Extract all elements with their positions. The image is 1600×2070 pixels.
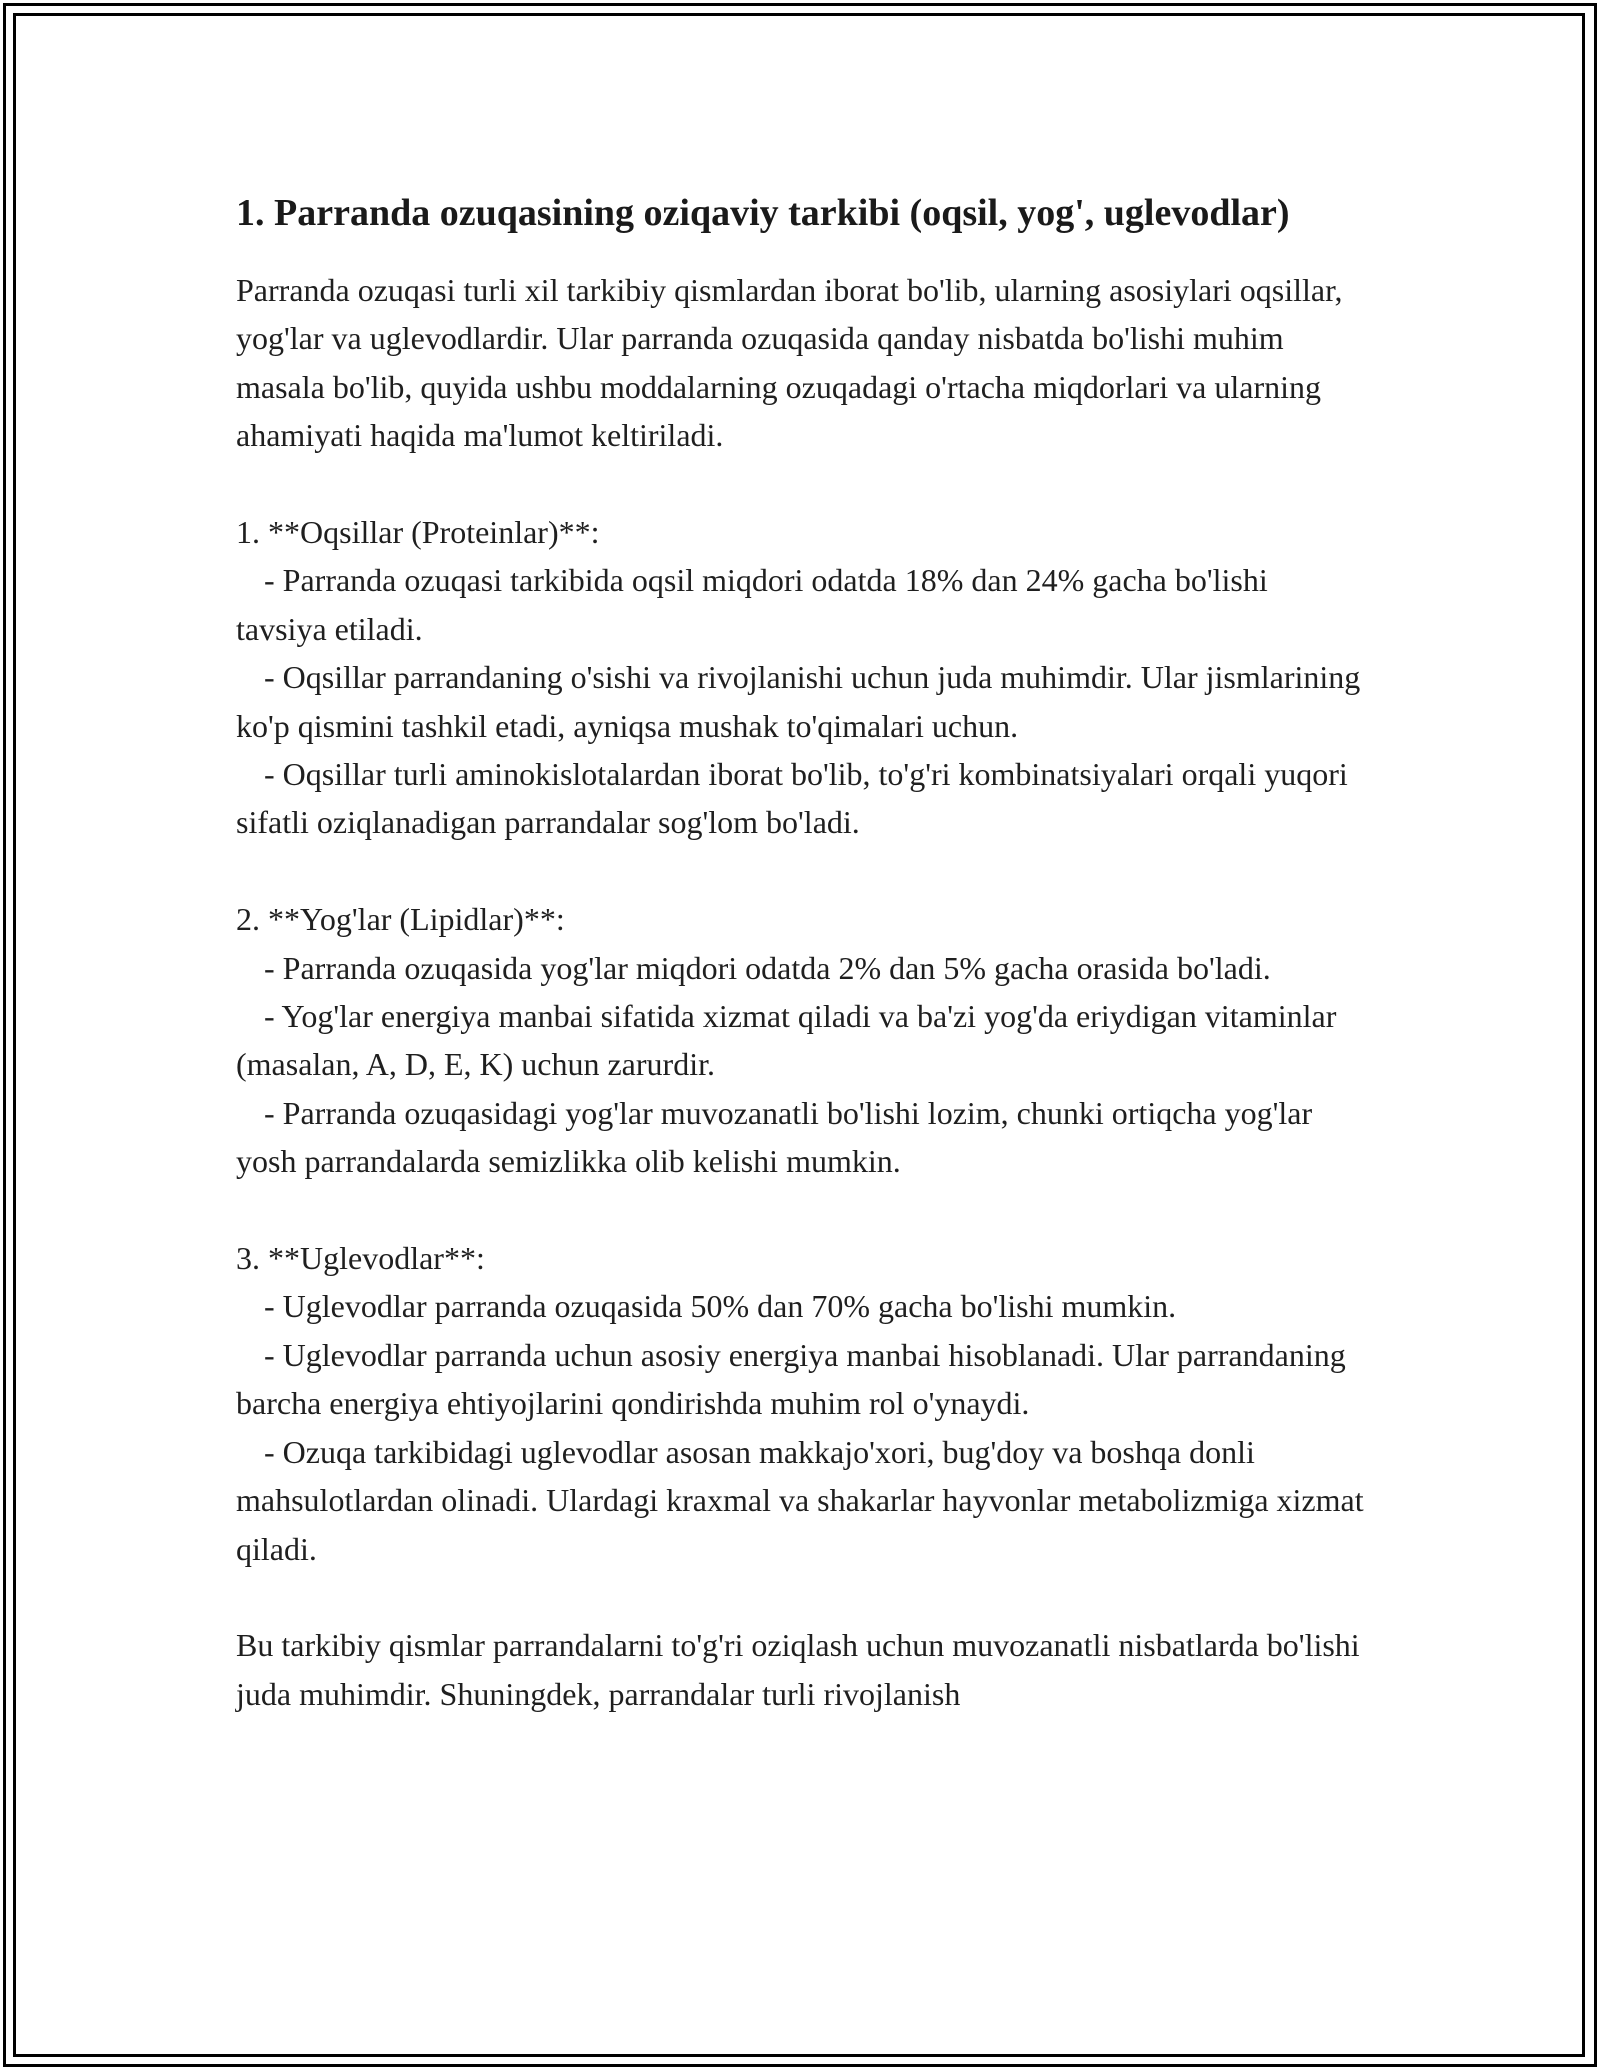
list-item: - Parranda ozuqasi tarkibida oqsil miqdori odatda 18% dan 24% gacha bo'lishi tavsiya etiladi.: [236, 562, 1268, 647]
spacer: [236, 1186, 1366, 1234]
spacer: [236, 847, 1366, 895]
section-heading: 1. Parranda ozuqasining oziqaviy tarkibi (oqsil, yog', uglevodlar): [236, 192, 1290, 234]
spacer: [236, 1573, 1366, 1621]
list-item: - Ozuqa tarkibidagi uglevodlar asosan makkajo'xori, bug'doy va boshqa donli mahsulotlardan olinadi. Ulardagi kraxmal va shakarlar hayvonlar metabolizmiga xizmat qiladi.: [236, 1433, 1364, 1567]
list-item: - Oqsillar parrandaning o'sishi va rivojlanishi uchun juda muhimdir. Ular jismlarining ko'p qismini tashkil etadi, ayniqsa mushak to'qimalari uchun.: [236, 659, 1361, 744]
list-item: - Uglevodlar parranda ozuqasida 50% dan 70% gacha bo'lishi mumkin.: [264, 1288, 1177, 1325]
list-item: - Parranda ozuqasida yog'lar miqdori odatda 2% dan 5% gacha orasida bo'ladi.: [264, 949, 1271, 986]
section-carbohydrates: [236, 1234, 1366, 1573]
closing-paragraph: Bu tarkibiy qismlar parrandalarni to'g'ri oziqlash uchun muvozanatli nisbatlarda bo'lishi juda muhimdir. Shuningdek, parrandalar turli rivojlanish: [236, 1627, 1360, 1712]
section-lipids: [236, 895, 1366, 1185]
list-item: - Uglevodlar parranda uchun asosiy energiya manbai hisoblanadi. Ular parrandaning barcha energiya ehtiyojlarini qondirishda muhim rol o'ynaydi.: [236, 1336, 1346, 1422]
document-body: [236, 186, 1366, 1718]
section-title-lipids: 2. **Yog'lar (Lipidlar)**:: [236, 901, 565, 938]
list-item: - Parranda ozuqasidagi yog'lar muvozanatli bo'lishi lozim, chunki ortiqcha yog'lar yosh parrandalarda semizlikka olib kelishi mumkin.: [236, 1094, 1313, 1180]
spacer: [236, 460, 1366, 508]
list-item: - Yog'lar energiya manbai sifatida xizmat qiladi va ba'zi yog'da eriydigan vitaminlar (masalan, A, D, E, K) uchun zarurdir.: [236, 998, 1337, 1083]
list-item: - Oqsillar turli aminokislotalardan iborat bo'lib, to'g'ri kombinatsiyalari orqali yuqori sifatli oziqlanadigan parrandalar sog'lom bo'ladi.: [236, 756, 1348, 841]
section-title-proteins: 1. **Oqsillar (Proteinlar)**:: [236, 514, 600, 551]
section-proteins: [236, 508, 1366, 847]
section-title-carbohydrates: 3. **Uglevodlar**:: [236, 1240, 485, 1277]
intro-paragraph: Parranda ozuqasi turli xil tarkibiy qismlardan iborat bo'lib, ularning asosiylari oqsillar, yog'lar va uglevodlardir. Ular parranda ozuqasida qanday nisbatda bo'lishi muhim masala bo'lib, quyida ushbu moddalarning ozuqadagi o'rtacha miqdorlari va ularning ahamiyati haqida ma'lumot keltiriladi.: [236, 272, 1343, 454]
